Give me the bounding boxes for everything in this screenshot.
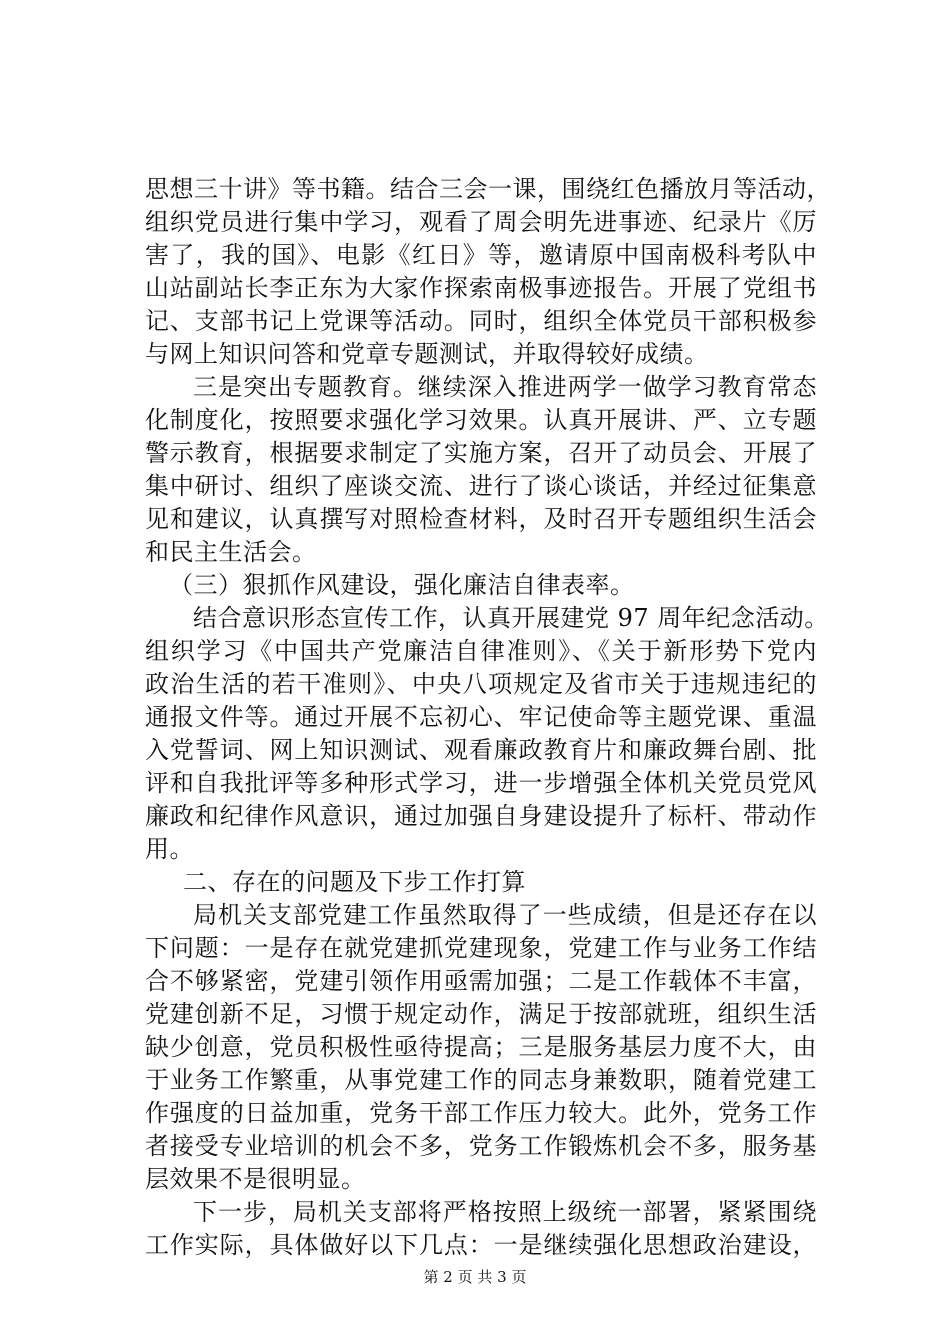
paragraph-first-line: 三是突出专题教育。继续深入推进两学一做学习教育常态 (193, 373, 817, 401)
text-line: 组织党员进行集中学习，观看了周会明先进事迹、纪录片《厉 (145, 208, 817, 236)
text-line: 党建创新不足，习惯于规定动作，满足于按部就班，组织生活 (145, 1000, 817, 1028)
text-line: 和民主生活会。 (145, 538, 317, 566)
text-line: 合不够紧密，党建引领作用亟需加强；二是工作载体不丰富， (145, 967, 817, 995)
text-line: 评和自我批评等多种形式学习，进一步增强全体机关党员党风 (145, 769, 817, 797)
text-line: 于业务工作繁重，从事党建工作的同志身兼数职，随着党建工 (145, 1066, 817, 1094)
text-line: 层效果不是很明显。 (145, 1165, 366, 1193)
text-line: 作强度的日益加重，党务干部工作压力较大。此外，党务工作 (145, 1099, 817, 1127)
text-line: 害了，我的国》、电影《红日》等，邀请原中国南极科考队中 (145, 241, 817, 269)
text-line: 缺少创意，党员积极性亟待提高；三是服务基层力度不大，由 (145, 1033, 817, 1061)
section-heading: （三）狠抓作风建设，强化廉洁自律表率。 (169, 571, 635, 599)
text-line: 警示教育，根据要求制定了实施方案，召开了动员会、开展了 (145, 439, 817, 467)
text-line: 通报文件等。通过开展不忘初心、牢记使命等主题党课、重温 (145, 703, 817, 731)
text-line: 见和建议，认真撰写对照检查材料，及时召开专题组织生活会 (145, 505, 817, 533)
text-line: 者接受专业培训的机会不多，党务工作锻炼机会不多，服务基 (145, 1132, 817, 1160)
text-line: 入党誓词、网上知识测试、观看廉政教育片和廉政舞台剧、批 (145, 736, 817, 764)
text-line: 集中研讨、组织了座谈交流、进行了谈心谈话，并经过征集意 (145, 472, 817, 500)
section-heading: 二、存在的问题及下步工作打算 (183, 868, 526, 896)
text-line: 用。 (145, 835, 194, 863)
paragraph-first-line: 下一步，局机关支部将严格按照上级统一部署，紧紧围绕 (193, 1198, 817, 1226)
page-number-footer: 第 2 页 共 3 页 (423, 1268, 527, 1286)
text-line: 政治生活的若干准则》、中央八项规定及省市关于违规违纪的 (145, 670, 817, 698)
text-line: 记、支部书记上党课等活动。同时，组织全体党员干部积极参 (145, 307, 817, 335)
text-line: 山站副站长李正东为大家作探索南极事迹报告。开展了党组书 (145, 274, 817, 302)
paragraph-first-line: 局机关支部党建工作虽然取得了一些成绩，但是还存在以 (193, 901, 817, 929)
text-line: 思想三十讲》等书籍。结合三会一课，围绕红色播放月等活动， (145, 175, 831, 203)
text-line: 工作实际，具体做好以下几点：一是继续强化思想政治建设， (145, 1231, 817, 1259)
text-line: 化制度化，按照要求强化学习效果。认真开展讲、严、立专题 (145, 406, 817, 434)
paragraph-first-line: 结合意识形态宣传工作，认真开展建党 97 周年纪念活动。 (193, 604, 829, 632)
text-line: 组织学习《中国共产党廉洁自律准则》、《关于新形势下党内 (145, 637, 817, 665)
text-line: 下问题：一是存在就党建抓党建现象，党建工作与业务工作结 (145, 934, 817, 962)
text-line: 廉政和纪律作风意识，通过加强自身建设提升了标杆、带动作 (145, 802, 817, 830)
text-line: 与网上知识问答和党章专题测试，并取得较好成绩。 (145, 340, 709, 368)
